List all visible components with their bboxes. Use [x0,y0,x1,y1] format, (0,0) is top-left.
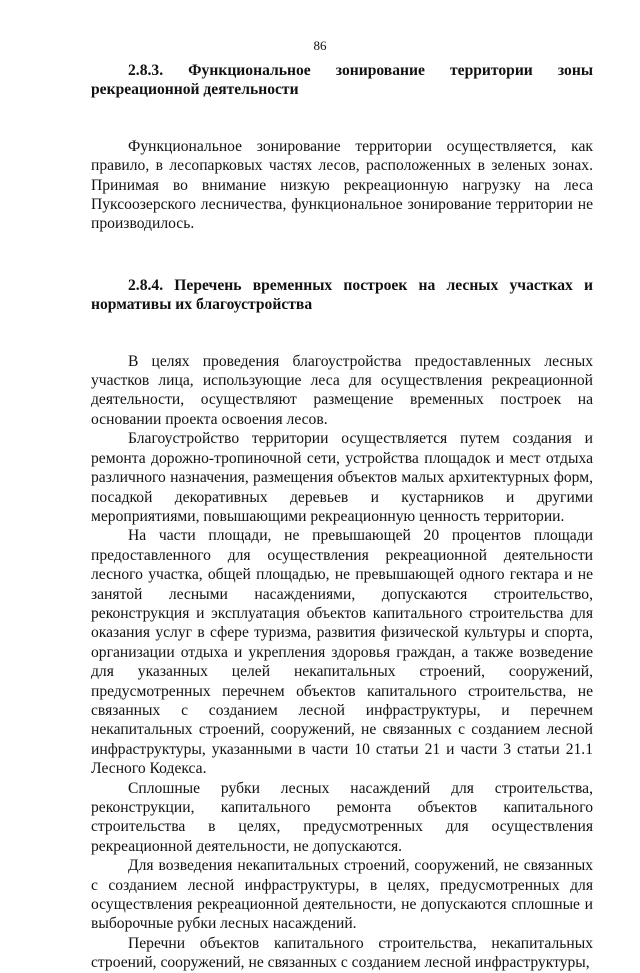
paragraph: Для возведения некапитальных строений, сооружений, не связанных с созданием лесной инфраструктуры, в целях, предусмотренных для осуществления рекреационной деятельности, не допускаются сплошные и выборочные рубки лесных насаждений. [91,857,593,933]
document-body [91,61,593,973]
paragraph: Перечни объектов капитального строительства, некапитальных строений, сооружений, не связанных с созданием лесной инфраструктуры, [91,934,593,972]
paragraph: Благоустройство территории осуществляется путем создания и ремонта дорожно-тропиночной сети, устройства площадок и мест отдыха различного назначения, размещения объектов малых архитектурных форм, посадкой декоративных деревьев и кустарников и другими мероприятиями, повышающими рекреационную ценность территории. [91,430,593,525]
paragraph: На части площади, не превышающей 20 процентов площади предоставленного для осуществления рекреационной деятельности лесного участка, общей площадью, не превышающей одного гектара и не занятой лесными насаждениями, допускаются строительство, реконструкция и эксплуатация объектов капитального строительства для оказания услуг в сфере туризма, развития физической культуры и спорта, организации отдыха и укрепления здоровья граждан, а также возведение для указанных целей некапитальных строений, сооружений, предусмотренных перечнем объектов капитального строительства, не связанных с созданием лесной инфраструктуры, и перечнем некапитальных строений, сооружений, не связанных с созданием лесной инфраструктуры, указанными в части 10 статьи 21 и части 3 статьи 21.1 Лесного Кодекса. [91,527,593,778]
paragraph: Сплошные рубки лесных насаждений для строительства, реконструкции, капитального ремонта объектов капитального строительства в целях, предусмотренных для осуществления рекреационной деятельности, не допускаются. [91,779,593,855]
section-heading-2-8-4: 2.8.4. Перечень временных построек на лесных участках и нормативы их благоустройства [91,276,593,314]
paragraph: Функциональное зонирование территории осуществляется, как правило, в лесопарковых частях лесов, расположенных в зеленых зонах. Принимая во внимание низкую рекреационную нагрузку на леса Пуксоозерского лесничества, функциональное зонирование территории не производилось. [91,137,593,233]
paragraph: В целях проведения благоустройства предоставленных лесных участков лица, использующие леса для осуществления рекреационной деятельности, осуществляют размещение временных построек на основании проекта освоения лесов. [91,352,593,428]
page-number: 86 [313,38,327,53]
section-heading-2-8-3: 2.8.3. Функциональное зонирование территории зоны рекреационной деятельности [91,62,593,99]
